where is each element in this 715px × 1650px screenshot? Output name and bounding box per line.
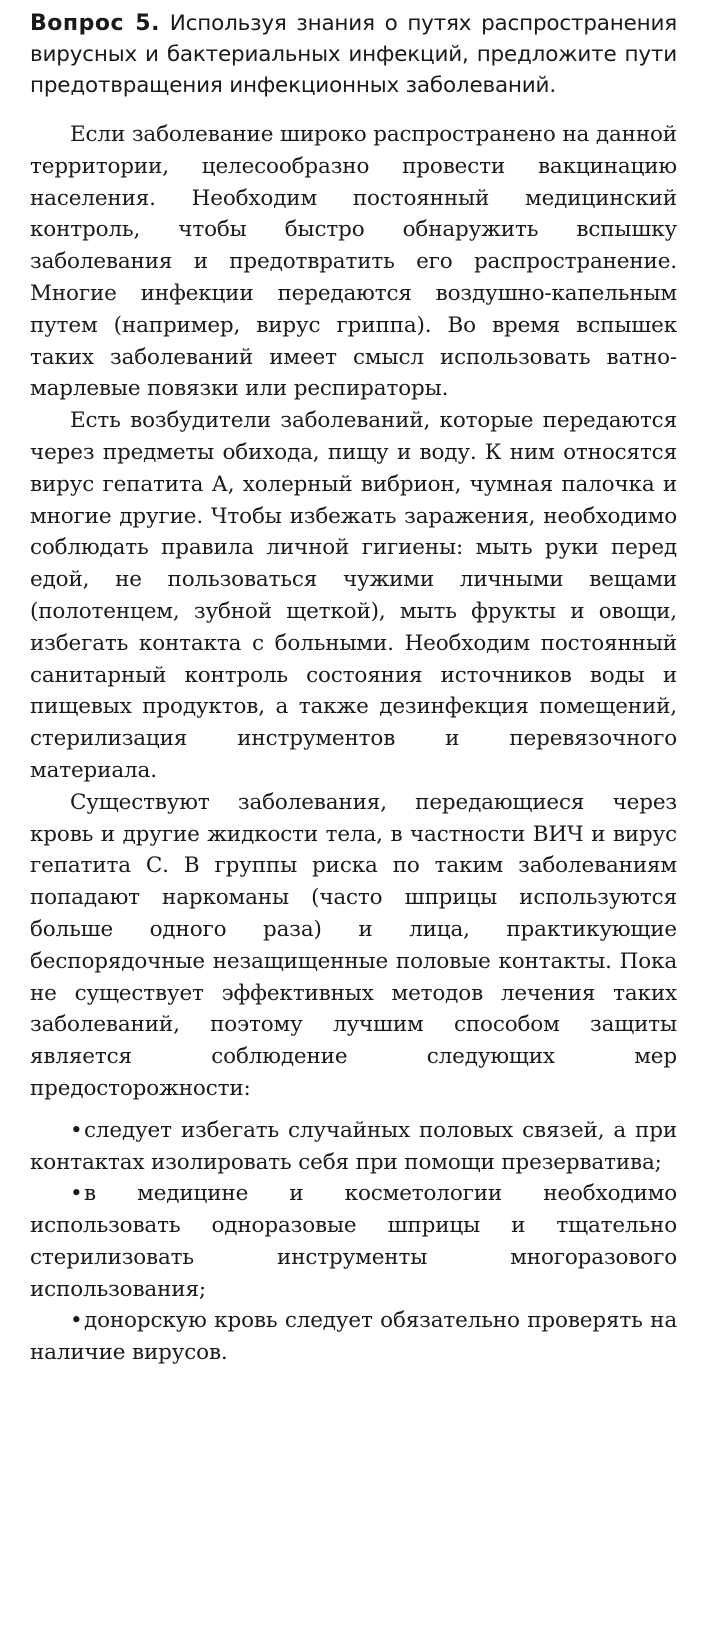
question-block xyxy=(30,8,677,101)
precautions-item-text: донорскую кровь следует обязательно проверять на наличие вирусов. xyxy=(30,1308,677,1366)
answer-paragraph-2: Есть возбудители заболеваний, которые передаются через предметы обихода, пищу и воду. К ним относятся вирус гепатита А, холерный вибрион, чумная палочка и многие другие. Чтобы избежать заражения, необходимо соблюдать правила личной гигиены: мыть руки перед едой, не пользоваться чужими личными вещами (полотенцем, зубной щеткой), мыть фрукты и овощи, избегать контакта с больными. Необходим постоянный санитарный контроль состояния источников воды и пищевых продуктов, а также дезинфекция помещений, стерилизация инструментов и перевязочного материала. xyxy=(30,408,677,783)
answer-block xyxy=(30,119,677,1369)
bullet-icon: • xyxy=(70,1117,83,1143)
precautions-list-item xyxy=(30,1115,677,1179)
bullet-icon: • xyxy=(70,1308,83,1334)
precautions-item-text: в медицине и косметологии необходимо использовать одноразовые шприцы и тщательно стерилизовать инструменты многоразового использования; xyxy=(30,1181,677,1302)
precautions-list-item xyxy=(30,1178,677,1305)
precautions-list-item xyxy=(30,1305,677,1369)
precautions-item-text: следует избегать случайных половых связей, а при контактах изолировать себя при помощи презерватива; xyxy=(30,1117,677,1175)
bullet-icon: • xyxy=(70,1181,83,1207)
question-text: Используя знания о путях распространения вирусных и бактериальных инфекций, предложите пути предотвращения инфекционных заболеваний. xyxy=(30,11,677,98)
precautions-list xyxy=(30,1115,677,1369)
answer-paragraph-3: Существуют заболевания, передающиеся через кровь и другие жидкости тела, в частности ВИЧ и вирус гепатита С. В группы риска по таким заболеваниям попадают наркоманы (часто шприцы используются больше одного раза) и лица, практикующие беспорядочные незащищенные половые контакты. Пока не существует эффективных методов лечения таких заболеваний, поэтому лучшим способом защиты является соблюдение следующих мер предосторожности: xyxy=(30,789,677,1101)
answer-paragraph-1: Если заболевание широко распространено на данной территории, целесообразно провести вакцинацию населения. Необходим постоянный медицинский контроль, чтобы быстро обнаружить вспышку заболевания и предотвратить его распространение. Многие инфекции передаются воздушно-капельным путем (например, вирус гриппа). Во время вспышек таких заболеваний имеет смысл использовать ватно-марлевые повязки или респираторы. xyxy=(30,122,677,402)
question-label: Вопрос 5. xyxy=(30,11,160,36)
